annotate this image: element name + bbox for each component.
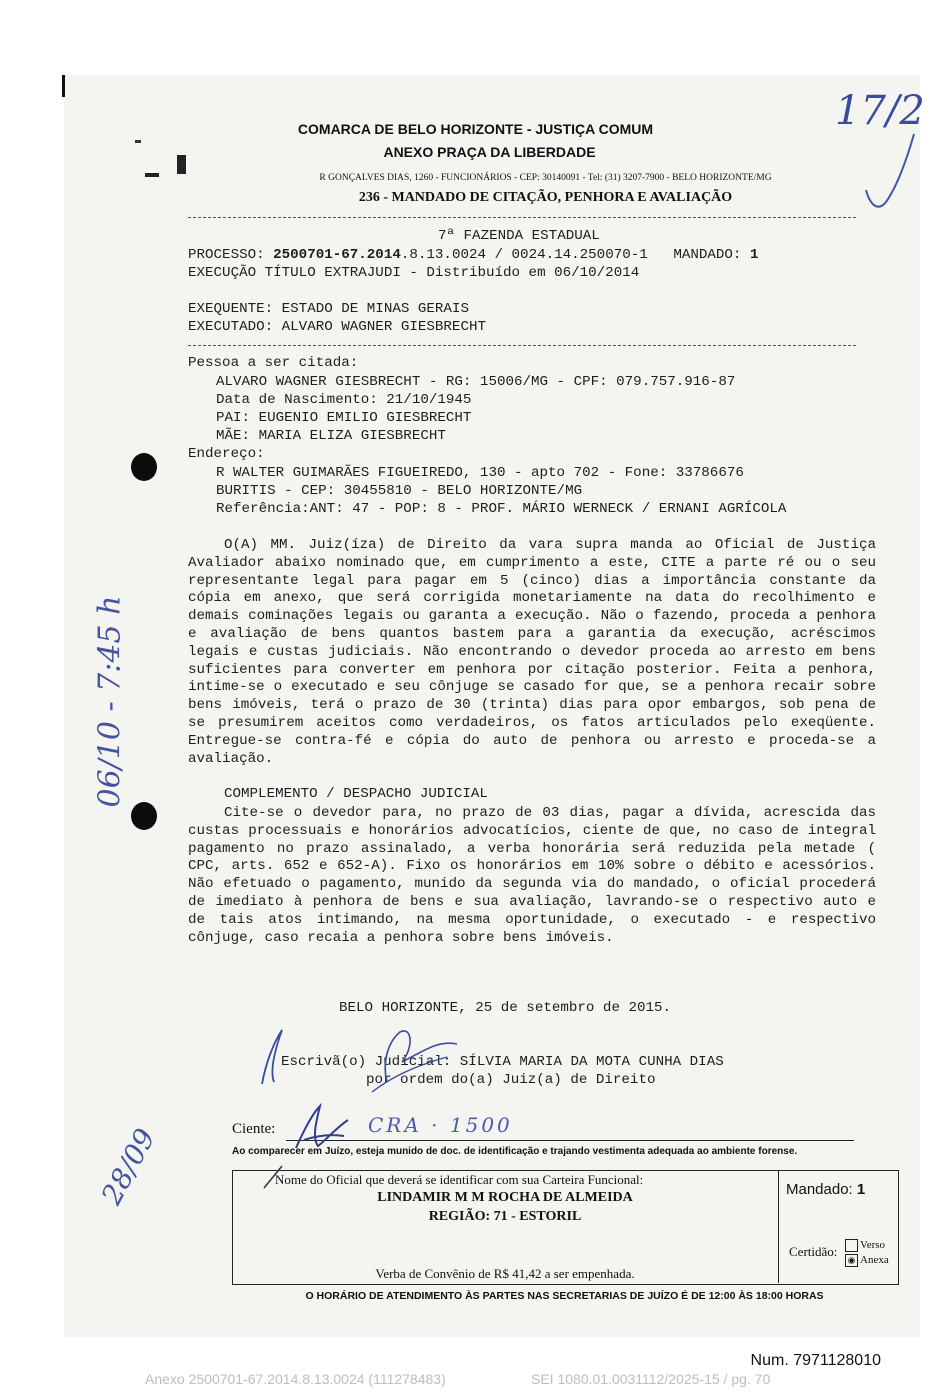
scan-mark [62,75,65,97]
processo-label: PROCESSO: [188,247,265,263]
scan-mark [135,140,141,143]
handwritten-check-mark [858,130,918,215]
oficial-name: LINDAMIR M M ROCHA DE ALMEIDA [377,1190,633,1205]
comparecer-notice: Ao comparecer em Juízo, esteja munido de doc. de identificação e trajando vestimenta adequada ao ambiente forense. [232,1146,798,1157]
referencia: Referência:ANT: 47 - POP: 8 - PROF. MÁRIO WERNECK / ERNANI AGRÍCOLA [216,501,787,517]
processo-number: 2500701-67.2014 [273,247,401,263]
oficial-label: Nome do Oficial que deverá se identificar com sua Carteira Funcional: [275,1172,644,1187]
mandate-paragraph: O(A) MM. Juiz(íza) de Direito da vara supra manda ao Oficial de Justiça Avaliador abaixo nominado que, em cumprimento a este, CITE a parte ré ou o seu representante legal para pagar em 5 (cinco) dias a importância constante da cópia em anexo, que será corrigida monetariamente na data do recolhimento e demais cominações legais ou garanta a execução. Não o fazendo, proceda a penhora e avaliação de bens quantos bastem para a garantia da execução, acréscimos legais e custas judiciais. Não encontrando o devedor proceda ao arresto em bens suficientes para converter em penhora por citação posterior. Feita a penhora, intime-se o executado e seu cônjuge se casado for que, se a penhora recair sobre bens imóveis, terá o prazo de 30 (trinta) dias para opor embargos, sob pena de se presumirem aceitos como verdadeiros, os fatos articulados pelo exeqüente. Entregue-se contra-fé e cópia do auto de penhora ou arresto e proceda-se a avaliação. [188,537,876,767]
certidao-verso[interactable] [845,1238,889,1253]
endereco-line-2: BURITIS - CEP: 30455810 - BELO HORIZONTE/MG [216,483,583,499]
anexa-checkbox[interactable]: ◉ [845,1254,858,1267]
horario-notice: O HORÁRIO DE ATENDIMENTO ÀS PARTES NAS SECRETARIAS DE JUÍZO É DE 12:00 ÀS 18:00 HORAS [305,1290,824,1302]
scan-mark [177,155,186,174]
ciente-label: Ciente: [232,1121,276,1137]
mandado-box-label [786,1181,865,1198]
exequente: EXEQUENTE: ESTADO DE MINAS GERAIS [188,301,469,317]
verba-convenio: Verba de Convênio de R$ 41,42 a ser empenhada. [375,1266,635,1281]
court-address: R GONÇALVES DIAS, 1260 - FUNCIONÁRIOS - CEP: 30140091 - Tel: (31) 3207-7900 - BELO HORIZONTE/MG [319,173,772,183]
handwritten-date: 28/09 [94,1123,162,1210]
scan-mark [145,173,159,177]
mandado-number: 1 [749,247,759,263]
processo-suffix: .8.13.0024 / 0024.14.250070-1 [400,247,648,263]
verso-label: Verso [860,1239,886,1251]
endereco-line-1: R WALTER GUIMARÃES FIGUEIREDO, 130 - apto 702 - Fone: 33786676 [216,465,744,481]
processo-line [188,247,758,263]
executado: EXECUTADO: ALVARO WAGNER GIESBRECHT [188,319,486,335]
escriva-signature [252,1022,482,1097]
date-line: BELO HORIZONTE, 25 de setembro de 2015. [339,1000,672,1016]
pessoa-pai: PAI: EUGENIO EMILIO GIESBRECHT [216,410,472,426]
mandado-label: MANDADO: [673,247,742,263]
certidao-label: Certidão: [789,1244,838,1259]
despacho-paragraph: Cite-se o devedor para, no prazo de 03 dias, pagar a dívida, acrescida das custas processuais e honorários advocatícios, ciente de que, no caso de integral pagamento no prazo assinalado, a verba honorária será reduzida pela metade ( CPC, arts. 652 e 652-A). Fixo os honorários em 10% sobre o débito e acessórios. Não efetuado o pagamento, munido da segunda via do mandado, o oficial procederá de imediato à penhora de bens e sua avaliação, lavrando-se o respectivo auto e de tais atos intimando, na mesma oportunidade, o executado - e respectivo cônjuge, caso recaia a penhora sobre bens imóveis. [188,805,876,946]
ciente-signature [290,1100,360,1155]
pessoa-nome: ALVARO WAGNER GIESBRECHT - RG: 15006/MG - CPF: 079.757.916-87 [216,374,736,390]
oficial-box-divider [778,1170,779,1283]
handwritten-time-note: 06/10 - 7:45 h [92,595,128,808]
escriva-line: Escrivã(o) Judicial: SÍLVIA MARIA DA MOTA CUNHA DIAS [281,1054,724,1070]
handwritten-cra-number: CRA · 1500 [368,1113,513,1137]
vara: 7ª FAZENDA ESTADUAL [438,228,600,244]
box-corner-stroke [258,1162,288,1192]
mandado-box-label-text: Mandado: [786,1181,853,1198]
pessoa-nascimento: Data de Nascimento: 21/10/1945 [216,392,472,408]
pessoa-label: Pessoa a ser citada: [188,355,359,371]
court-name: COMARCA DE BELO HORIZONTE - JUSTIÇA COMUM [297,121,654,137]
certidao-anexa[interactable] [845,1253,889,1268]
complemento-heading: COMPLEMENTO / DESPACHO JUDICIAL [224,786,488,802]
oficial-regiao: REGIÃO: 71 - ESTORIL [428,1209,582,1224]
document-title: 236 - MANDADO DE CITAÇÃO, PENHORA E AVALIAÇÃO [358,190,733,205]
mandado-box-number: 1 [856,1181,866,1198]
document-number: Num. 7971128010 [750,1352,881,1369]
handwritten-page-number: 17/2 [835,88,925,134]
ordem-line: por ordem do(a) Juiz(a) de Direito [366,1072,656,1088]
separator-line [188,345,856,346]
punch-hole [131,802,157,830]
pessoa-mae: MÃE: MARIA ELIZA GIESBRECHT [216,428,446,444]
verso-checkbox[interactable] [845,1239,858,1252]
execucao-line: EXECUÇÃO TÍTULO EXTRAJUDI - Distribuído em 06/10/2014 [188,265,640,281]
punch-hole [131,453,157,481]
certidao-options [845,1238,889,1268]
anexo-watermark: Anexo 2500701-67.2014.8.13.0024 (111278483) [145,1371,446,1387]
ciente-signature-line [286,1140,854,1141]
sei-watermark: SEI 1080.01.0031112/2025-15 / pg. 70 [531,1371,771,1387]
endereco-label: Endereço: [188,446,265,462]
separator-line [188,217,856,218]
anexa-label: Anexa [860,1254,889,1266]
court-annex: ANEXO PRAÇA DA LIBERDADE [383,144,596,160]
